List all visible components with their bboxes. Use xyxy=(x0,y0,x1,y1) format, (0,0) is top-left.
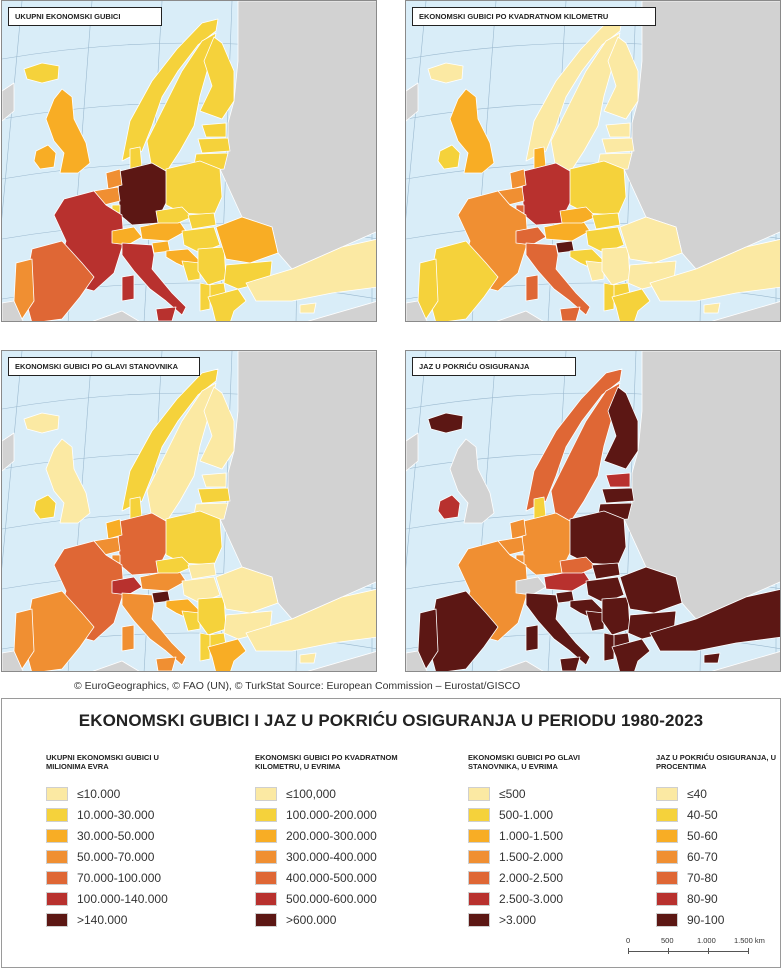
country-region-lv xyxy=(602,488,634,503)
country-region-cy xyxy=(300,303,316,313)
legend-label: 1.000-1.500 xyxy=(499,828,564,843)
legend-item xyxy=(656,888,776,909)
country-region-ie xyxy=(438,145,460,169)
country-region-ba xyxy=(182,611,200,631)
legend-item xyxy=(255,888,405,909)
legend-swatch xyxy=(46,808,68,822)
legend-label: >3.000 xyxy=(499,912,537,927)
legend-label: 30.000-50.000 xyxy=(77,828,155,843)
source-credit: © EuroGeographics, © FAO (UN), © TurkStat Source: European Commission – Eurostat/GISCO xyxy=(74,680,521,692)
legend-title: EKONOMSKI GUBICI I JAZ U POKRIĆU OSIGURANJA U PERIODU 1980-2023 xyxy=(78,711,704,730)
legend-swatch xyxy=(46,871,68,885)
land-non-eu xyxy=(406,433,418,471)
legend-label: 400.000-500.000 xyxy=(286,870,377,885)
legend-group-title: JAZ U POKRIĆU OSIGURANJA, U PROCENTIMA xyxy=(656,753,777,771)
country-region-sic xyxy=(156,657,176,671)
country-region-rs xyxy=(198,247,226,285)
country-region-lv xyxy=(198,488,230,503)
scale-label: 1.500 km xyxy=(734,936,765,945)
legend-swatch xyxy=(46,913,68,927)
country-region-sar xyxy=(526,275,538,301)
country-region-pl xyxy=(166,511,222,565)
legend-label: 100.000-200.000 xyxy=(286,807,377,822)
legend-label: 2.000-2.500 xyxy=(499,870,564,885)
legend-item xyxy=(656,783,776,804)
legend-swatch xyxy=(255,829,277,843)
legend-total-losses xyxy=(46,753,196,930)
legend-label: 90-100 xyxy=(687,912,725,927)
legend-swatch xyxy=(46,787,68,801)
legend-item xyxy=(468,867,618,888)
country-region-is xyxy=(428,413,463,433)
legend-swatch xyxy=(656,913,678,927)
land-non-eu xyxy=(2,83,14,121)
legend-item xyxy=(46,888,196,909)
legend-swatch xyxy=(468,892,490,906)
country-region-rs xyxy=(602,597,630,635)
country-region-lv xyxy=(198,138,230,153)
scale-tick xyxy=(668,948,669,954)
scale-line xyxy=(628,951,748,952)
panel-title: EKONOMSKI GUBICI PO KVADRATNOM KILOMETRU xyxy=(412,7,656,26)
legend-swatch xyxy=(46,829,68,843)
legend-item xyxy=(255,909,405,930)
scale-tick xyxy=(708,948,709,954)
legend-item xyxy=(468,846,618,867)
map-panel-total-losses xyxy=(1,0,377,322)
legend-item xyxy=(255,867,405,888)
legend-item xyxy=(255,825,405,846)
legend-label: 50-60 xyxy=(687,828,718,843)
legend-swatch xyxy=(468,850,490,864)
legend-swatch xyxy=(468,871,490,885)
legend-label: 200.000-300.000 xyxy=(286,828,377,843)
legend-swatch xyxy=(46,892,68,906)
legend-label: 1.500-2.000 xyxy=(499,849,564,864)
legend-item xyxy=(468,888,618,909)
legend-label: 100.000-140.000 xyxy=(77,891,168,906)
legend-swatch xyxy=(255,913,277,927)
country-region-sic xyxy=(560,307,580,321)
land-non-eu xyxy=(492,311,546,322)
legend-label: 10.000-30.000 xyxy=(77,807,155,822)
legend-item xyxy=(468,825,618,846)
country-region-ee xyxy=(606,123,630,137)
scale-bar xyxy=(624,936,764,962)
legend-label: 50.000-70.000 xyxy=(77,849,155,864)
land-non-eu xyxy=(2,433,14,471)
legend-item xyxy=(46,783,196,804)
country-region-sar xyxy=(526,625,538,651)
legend-label: 2.500-3.000 xyxy=(499,891,564,906)
legend-item xyxy=(468,909,618,930)
country-region-sk xyxy=(188,563,216,579)
legend-item xyxy=(46,867,196,888)
country-region-sar xyxy=(122,625,134,651)
country-region-lv xyxy=(602,138,634,153)
panel-title: JAZ U POKRIĆU OSIGURANJA xyxy=(412,357,576,376)
legend-label: ≤40 xyxy=(687,786,707,801)
map-panel-losses-per-capita xyxy=(1,350,377,672)
country-region-sic xyxy=(156,307,176,321)
country-region-ie xyxy=(34,495,56,519)
legend-swatch xyxy=(255,850,277,864)
country-region-sk xyxy=(188,213,216,229)
country-region-cy xyxy=(704,303,720,313)
legend-swatch xyxy=(255,892,277,906)
legend-item xyxy=(468,783,618,804)
legend-item xyxy=(468,804,618,825)
panel-title: UKUPNI EKONOMSKI GUBICI xyxy=(8,7,162,26)
legend-label: ≤100,000 xyxy=(286,786,336,801)
legend-insurance-gap xyxy=(656,753,776,930)
legend-swatch xyxy=(46,850,68,864)
country-region-ee xyxy=(606,473,630,487)
country-region-ie xyxy=(438,495,460,519)
country-region-sk xyxy=(592,213,620,229)
scale-label: 500 xyxy=(661,936,674,945)
legend-swatch xyxy=(656,808,678,822)
country-region-is xyxy=(24,413,59,433)
legend-label: 60-70 xyxy=(687,849,718,864)
map-losses-per-capita xyxy=(2,351,377,672)
legend-label: ≤500 xyxy=(499,786,526,801)
legend-group-title: EKONOMSKI GUBICI PO KVADRATNOM KILOMETRU, U EVRIMA xyxy=(255,753,398,771)
country-region-cy xyxy=(300,653,316,663)
legend-item xyxy=(656,846,776,867)
land-non-eu xyxy=(88,311,142,322)
legend-item xyxy=(656,804,776,825)
country-region-nl xyxy=(106,169,122,189)
legend-losses-per-capita xyxy=(468,753,618,930)
country-region-nl xyxy=(106,519,122,539)
legend-item xyxy=(255,783,405,804)
legend-label: >140.000 xyxy=(77,912,128,927)
legend-losses-per-km2 xyxy=(255,753,405,930)
country-region-ee xyxy=(202,123,226,137)
map-panel-losses-per-km2 xyxy=(405,0,781,322)
legend-group-title: UKUPNI EKONOMSKI GUBICI U MILIONIMA EVRA xyxy=(46,753,159,771)
land-non-eu xyxy=(88,661,142,672)
legend-swatch xyxy=(468,829,490,843)
country-region-sic xyxy=(560,657,580,671)
country-region-sar xyxy=(122,275,134,301)
map-insurance-gap xyxy=(406,351,781,672)
legend-box xyxy=(1,698,781,968)
scale-label: 1.000 xyxy=(697,936,716,945)
legend-label: >600.000 xyxy=(286,912,337,927)
country-region-ba xyxy=(586,611,604,631)
legend-label: 500.000-600.000 xyxy=(286,891,377,906)
country-region-cy xyxy=(704,653,720,663)
legend-group-title: EKONOMSKI GUBICI PO GLAVI STANOVNIKA, U EVRIMA xyxy=(468,753,580,771)
panel-title: EKONOMSKI GUBICI PO GLAVI STANOVNIKA xyxy=(8,357,200,376)
legend-swatch xyxy=(468,913,490,927)
scale-label: 0 xyxy=(626,936,631,945)
legend-item xyxy=(656,867,776,888)
legend-swatch xyxy=(656,871,678,885)
legend-swatch xyxy=(255,871,277,885)
legend-label: 70-80 xyxy=(687,870,718,885)
legend-swatch xyxy=(656,892,678,906)
legend-swatch xyxy=(468,808,490,822)
legend-item xyxy=(46,909,196,930)
country-region-pl xyxy=(166,161,222,215)
country-region-pl xyxy=(570,161,626,215)
country-region-ie xyxy=(34,145,56,169)
legend-item xyxy=(46,846,196,867)
legend-swatch xyxy=(656,829,678,843)
legend-item xyxy=(46,825,196,846)
country-region-nl xyxy=(510,519,526,539)
legend-label: 40-50 xyxy=(687,807,718,822)
land-non-eu xyxy=(492,661,546,672)
legend-swatch xyxy=(656,787,678,801)
country-region-is xyxy=(428,63,463,83)
country-region-rs xyxy=(602,247,630,285)
legend-item xyxy=(656,825,776,846)
legend-label: 70.000-100.000 xyxy=(77,870,162,885)
scale-tick xyxy=(748,948,749,954)
legend-item xyxy=(46,804,196,825)
legend-swatch xyxy=(255,808,277,822)
country-region-ba xyxy=(586,261,604,281)
legend-item xyxy=(255,804,405,825)
legend-item xyxy=(656,909,776,930)
scale-tick xyxy=(628,948,629,954)
country-region-rs xyxy=(198,597,226,635)
legend-label: ≤10.000 xyxy=(77,786,121,801)
country-region-sk xyxy=(592,563,620,579)
country-region-pl xyxy=(570,511,626,565)
map-panel-insurance-gap xyxy=(405,350,781,672)
legend-label: 80-90 xyxy=(687,891,718,906)
land-non-eu xyxy=(406,83,418,121)
legend-label: 500-1.000 xyxy=(499,807,554,822)
legend-swatch xyxy=(255,787,277,801)
map-total-losses xyxy=(2,1,377,322)
country-region-ee xyxy=(202,473,226,487)
country-region-ba xyxy=(182,261,200,281)
legend-item xyxy=(255,846,405,867)
country-region-is xyxy=(24,63,59,83)
country-region-nl xyxy=(510,169,526,189)
legend-swatch xyxy=(656,850,678,864)
legend-swatch xyxy=(468,787,490,801)
legend-label: 300.000-400.000 xyxy=(286,849,377,864)
map-losses-per-km2 xyxy=(406,1,781,322)
